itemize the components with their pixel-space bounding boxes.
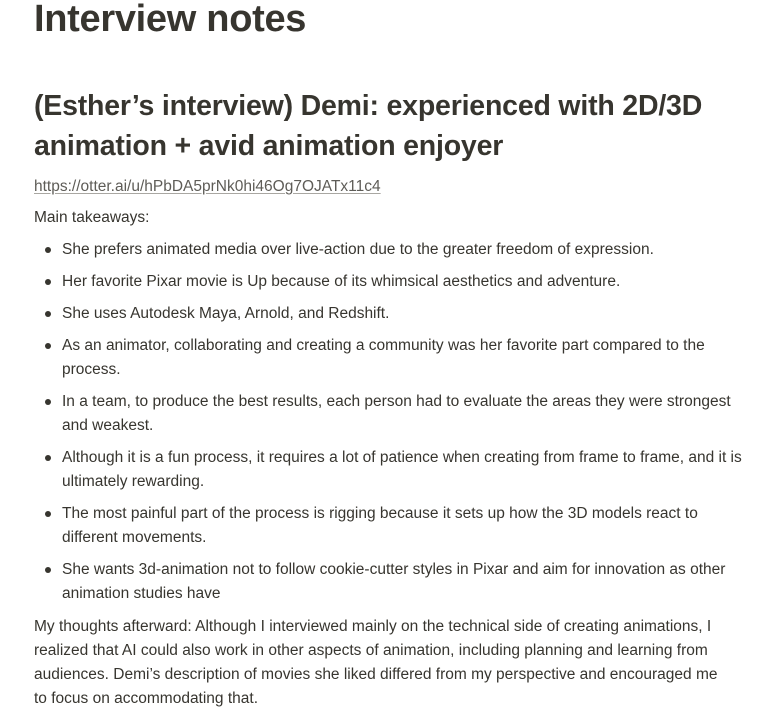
list-item-text: She wants 3d-animation not to follow cookie-cutter styles in Pixar and aim for innovation as other animation studies have — [62, 561, 726, 602]
list-item — [34, 270, 744, 294]
list-item-text: In a team, to produce the best results, each person had to evaluate the areas they were strongest and weakest. — [62, 393, 731, 434]
list-item — [34, 302, 744, 326]
list-item — [34, 390, 744, 438]
list-item — [34, 334, 744, 382]
section-heading: (Esther’s interview) Demi: experienced with 2D/3D animation + avid animation enjoyer — [34, 90, 703, 162]
thoughts-paragraph: My thoughts afterward: Although I interviewed mainly on the technical side of creating animations, I realized that AI could also work in other aspects of animation, including planning and learning from audiences. Demi’s description of movies she liked differed from my perspective and encouraged me to focus on accommodating that. — [34, 618, 718, 707]
takeaways-list — [34, 238, 744, 614]
page-title: Interview notes — [34, 0, 307, 40]
bullet-icon — [45, 279, 51, 285]
list-item-text: Her favorite Pixar movie is Up because of its whimsical aesthetics and adventure. — [62, 273, 621, 290]
list-item-text: She prefers animated media over live-action due to the greater freedom of expression. — [62, 241, 654, 258]
list-item-text: The most painful part of the process is rigging because it sets up how the 3D models react to different movements. — [62, 505, 698, 546]
takeaways-label: Main takeaways: — [34, 209, 150, 226]
bullet-icon — [45, 343, 51, 349]
bullet-icon — [45, 311, 51, 317]
bullet-icon — [45, 511, 51, 517]
list-item — [34, 502, 744, 550]
list-item-text: Although it is a fun process, it requires a lot of patience when creating from frame to frame, and it is ultimately rewarding. — [62, 449, 742, 490]
bullet-icon — [45, 247, 51, 253]
otter-transcript-link[interactable]: https://otter.ai/u/hPbDA5prNk0hi46Og7OJATx11c4 — [34, 178, 381, 195]
list-item — [34, 446, 744, 494]
bullet-icon — [45, 567, 51, 573]
bullet-icon — [45, 399, 51, 405]
bullet-icon — [45, 455, 51, 461]
list-item — [34, 558, 744, 606]
list-item-text: As an animator, collaborating and creating a community was her favorite part compared to the process. — [62, 337, 705, 378]
list-item-text: She uses Autodesk Maya, Arnold, and Redshift. — [62, 305, 390, 322]
list-item — [34, 238, 744, 262]
